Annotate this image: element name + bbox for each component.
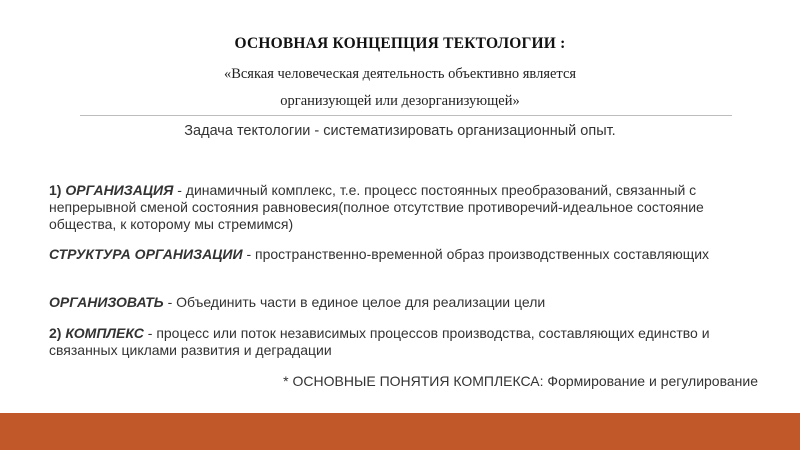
quote-line-1: «Всякая человеческая деятельность объективно является xyxy=(223,66,577,82)
footnote: * ОСНОВНЫЕ ПОНЯТИЯ КОМПЛЕКСА: Формирование и регулирование xyxy=(283,373,758,389)
definition-text: - пространственно-временной образ производственных составляющих xyxy=(246,246,710,262)
slide-title: ОСНОВНАЯ КОНЦЕПЦИЯ ТЕКТОЛОГИИ : xyxy=(234,35,566,52)
definition-term: СТРУКТУРА ОРГАНИЗАЦИИ xyxy=(49,246,243,262)
definition-term: ОРГАНИЗОВАТЬ xyxy=(49,294,164,310)
task-statement: Задача тектологии - систематизировать организационный опыт. xyxy=(184,123,616,139)
definition-text: - Объединить части в единое целое для реализации цели xyxy=(167,294,546,310)
definition-complex xyxy=(49,325,761,359)
definition-term: ОРГАНИЗАЦИЯ xyxy=(65,182,174,198)
definition-text: - динамичный комплекс, т.е. процесс постоянных преобразований, связанный с непрерывной сменой состояния равновесия(полное отсутствие противоречий-идеальное состояние общества, к которому мы стремимся) xyxy=(49,182,704,232)
divider-line xyxy=(80,115,732,116)
definition-organization xyxy=(49,182,761,233)
footer-bar xyxy=(0,413,800,450)
definition-organize xyxy=(49,294,761,311)
definition-structure xyxy=(49,246,761,263)
definition-number: 1) xyxy=(49,182,62,198)
definition-text: - процесс или поток независимых процессов производства, составляющих единство и связанных циклами развития и деградации xyxy=(49,325,710,358)
quote-line-2: организующей или дезорганизующей» xyxy=(280,93,520,109)
definition-number: 2) xyxy=(49,325,62,341)
definition-term: КОМПЛЕКС xyxy=(65,325,144,341)
